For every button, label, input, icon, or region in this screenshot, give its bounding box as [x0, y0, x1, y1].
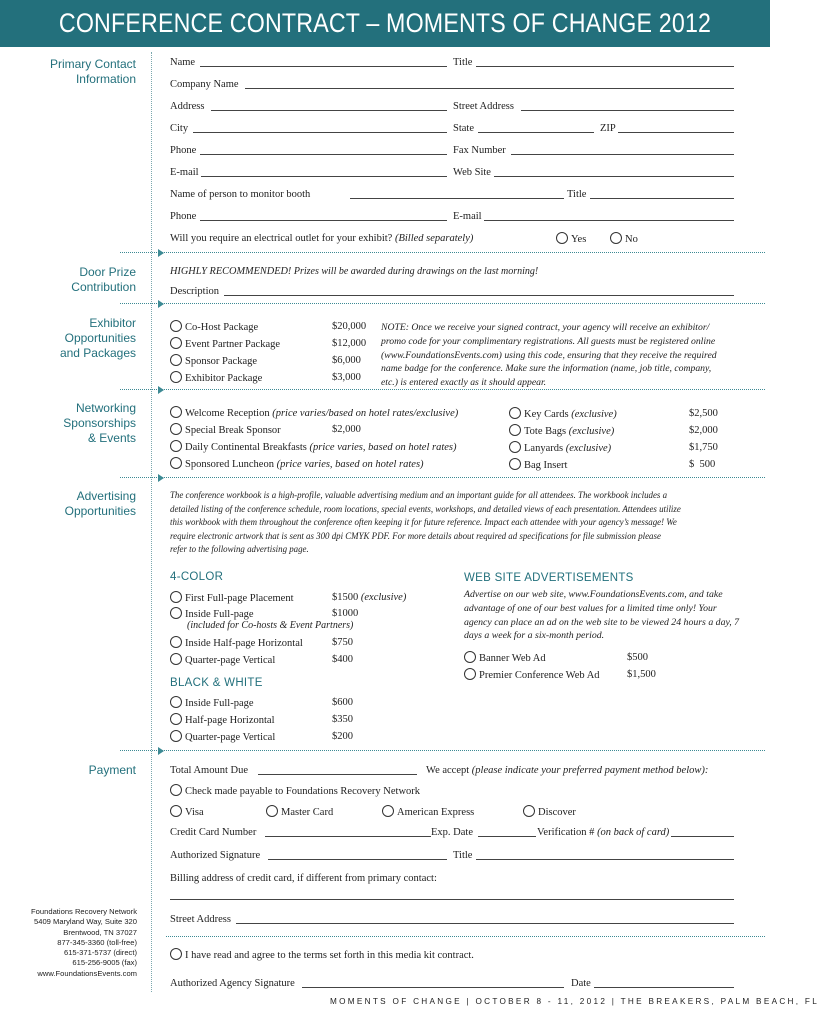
radio-circle[interactable]	[170, 784, 182, 796]
column-divider	[151, 52, 152, 992]
billing-street-field[interactable]	[236, 923, 734, 924]
sponsorship-label: Welcome Reception	[185, 408, 270, 419]
address-line: 615-256-9005 (fax)	[72, 958, 137, 968]
payment-title-field[interactable]	[476, 859, 734, 860]
verification-field[interactable]	[671, 836, 734, 837]
radio-circle[interactable]	[509, 441, 521, 453]
page-title: CONFERENCE CONTRACT – MOMENTS OF CHANGE 2012	[58, 8, 712, 38]
address-line: 877-345-3360 (toll-free)	[57, 937, 137, 947]
sponsorship-label: Tote Bags	[524, 426, 567, 437]
method-label: Master Card	[281, 807, 334, 818]
ad-note: (exclusive)	[360, 592, 407, 603]
ad-price	[332, 591, 406, 604]
company-label: Company Name	[170, 79, 239, 90]
name-label: Name	[170, 57, 196, 68]
intro-line: this workbook with them throughout the conference often keeping it for future reference. Impact each attendee with your agency’s message! We	[170, 517, 677, 527]
monitor-phone-field[interactable]	[200, 220, 447, 221]
ad-price: $600	[332, 697, 353, 708]
web-line: advantage of one of our best values for a limited time only! Your	[464, 602, 717, 614]
package-price: $6,000	[332, 355, 361, 366]
state-label: State	[453, 123, 474, 134]
electrical-question-text: Will you require an electrical outlet for your exhibit?	[170, 233, 393, 244]
ad-price: $1,500	[627, 669, 656, 680]
ad-first-full-page[interactable]	[170, 591, 293, 605]
verification-note: (on back of card)	[597, 827, 670, 838]
sponsorship-note: (price varies, based on hotel rates)	[276, 459, 424, 470]
sponsorship-price: $2,500	[689, 408, 718, 419]
city-field[interactable]	[193, 132, 447, 133]
description-label: Description	[170, 286, 219, 297]
radio-circle[interactable]	[556, 232, 568, 244]
section-exhibitor	[60, 316, 136, 361]
billing-street-label: Street Address	[170, 914, 231, 925]
total-label: Total Amount Due	[170, 765, 249, 776]
sponsorship-price: $ 500	[689, 459, 716, 470]
sponsorship-bag-insert[interactable]	[509, 458, 567, 472]
auth-signature-label: Authorized Signature	[170, 850, 261, 861]
separator-arrow	[158, 474, 164, 482]
phone-label: Phone	[170, 145, 197, 156]
company-field[interactable]	[245, 88, 734, 89]
zip-label: ZIP	[600, 123, 616, 134]
ad-label: Quarter-page Vertical	[185, 655, 276, 666]
terms-option[interactable]	[170, 948, 474, 962]
section-advertising	[65, 489, 136, 519]
highly-recommended: HIGHLY RECOMMENDED!	[170, 266, 292, 277]
ad-label: Half-page Horizontal	[185, 715, 275, 726]
package-price: $3,000	[332, 372, 361, 383]
section-payment: Payment	[88, 763, 136, 777]
radio-circle[interactable]	[170, 457, 182, 469]
radio-circle[interactable]	[523, 805, 535, 817]
auth-signature-field[interactable]	[268, 859, 447, 860]
address-line: 5409 Maryland Way, Suite 320	[34, 917, 137, 927]
check-label: Check made payable to Foundations Recovery Network	[185, 786, 421, 797]
sponsorship-label: Special Break Sponsor	[185, 425, 281, 436]
ad-banner-web[interactable]	[464, 651, 546, 665]
electrical-no-option[interactable]	[610, 232, 638, 246]
radio-circle[interactable]	[509, 407, 521, 419]
yes-label: Yes	[571, 234, 587, 245]
page-footer: MOMENTS OF CHANGE | OCTOBER 8 - 11, 2012 | THE BREAKERS, PALM BEACH, FL	[330, 997, 819, 1006]
four-color-heading: 4-COLOR	[170, 571, 224, 583]
ad-bw-inside-full-page[interactable]	[170, 696, 254, 710]
separator-arrow	[158, 300, 164, 308]
section-label-line: Opportunities	[64, 331, 136, 345]
street-address-field[interactable]	[521, 110, 734, 111]
section-label-line: Opportunities	[64, 504, 136, 518]
billing-label: Billing address of credit card, if different from primary contact:	[170, 873, 437, 884]
sponsorship-label: Key Cards	[524, 409, 569, 420]
amex-option[interactable]	[382, 805, 474, 819]
radio-circle[interactable]	[266, 805, 278, 817]
sponsorship-breakfasts[interactable]	[170, 440, 457, 454]
ad-price: $400	[332, 654, 353, 665]
section-separator	[120, 750, 765, 751]
address-line: 615-371-5737 (direct)	[63, 948, 137, 958]
date-label: Date	[571, 978, 591, 989]
website-label: Web Site	[453, 167, 491, 178]
ad-label: Inside Half-page Horizontal	[185, 638, 303, 649]
package-exhibitor[interactable]	[170, 371, 262, 385]
package-label: Co-Host Package	[185, 322, 259, 333]
accept-note: (please indicate your preferred payment method below):	[471, 765, 709, 776]
monitor-field[interactable]	[350, 198, 564, 199]
radio-circle[interactable]	[170, 591, 182, 603]
radio-circle[interactable]	[170, 636, 182, 648]
section-label-line: Information	[75, 72, 136, 86]
section-primary-contact	[50, 57, 136, 87]
radio-circle[interactable]	[170, 440, 182, 452]
sponsorship-break[interactable]	[170, 423, 281, 437]
email-field[interactable]	[201, 176, 447, 177]
section-label-line: Door Prize	[79, 265, 136, 279]
separator-arrow	[158, 249, 164, 257]
exhibitor-note	[381, 321, 717, 390]
billing-field[interactable]	[170, 899, 734, 900]
intro-line: The conference workbook is a high-profile, valuable advertising medium and an important guide for all attendees. The workbook includes a	[170, 490, 668, 500]
sponsorship-note: (exclusive)	[568, 426, 615, 437]
section-label-line: and Packages	[59, 346, 136, 360]
verification-label	[537, 826, 669, 839]
description-field[interactable]	[224, 295, 734, 296]
sponsorship-tote-bags[interactable]	[509, 424, 614, 438]
title-label: Title	[453, 57, 473, 68]
sponsorship-luncheon[interactable]	[170, 457, 424, 471]
sponsorship-lanyards[interactable]	[509, 441, 611, 455]
website-field[interactable]	[494, 176, 734, 177]
sponsorship-key-cards[interactable]	[509, 407, 617, 421]
monitor-title-label: Title	[567, 189, 587, 200]
ad-premier-web[interactable]	[464, 668, 600, 682]
ad-bw-quarter-page[interactable]	[170, 730, 275, 744]
package-cohost[interactable]	[170, 320, 258, 334]
note-line: name badge for the conference. Make sure the information (name, job title, company,	[381, 363, 712, 375]
name-field[interactable]	[200, 66, 447, 67]
note-line: promo code for your complimentary registrations. All guests must be registered online	[381, 335, 716, 347]
radio-circle[interactable]	[509, 424, 521, 436]
door-prize-note-text: Prizes will be awarded during drawings on the last morning!	[293, 266, 539, 277]
package-price: $20,000	[332, 321, 367, 332]
mastercard-option[interactable]	[266, 805, 333, 819]
agency-signature-label: Authorized Agency Signature	[170, 978, 295, 989]
exp-field[interactable]	[478, 836, 536, 837]
ad-price: $200	[332, 731, 353, 742]
section-label-line: Contribution	[71, 280, 136, 294]
ad-quarter-page[interactable]	[170, 653, 275, 667]
electrical-note: (Billed separately)	[394, 233, 474, 244]
ad-price: $750	[332, 637, 353, 648]
accept-label: We accept	[426, 765, 470, 776]
radio-circle[interactable]	[170, 406, 182, 418]
fax-field[interactable]	[511, 154, 734, 155]
sponsorship-label: Lanyards	[524, 443, 564, 454]
radio-circle[interactable]	[610, 232, 622, 244]
section-separator	[120, 477, 765, 478]
method-label: Visa	[185, 807, 204, 818]
ad-label: Inside Full-page	[185, 609, 254, 620]
separator-arrow	[158, 386, 164, 394]
radio-circle[interactable]	[464, 668, 476, 680]
sponsorship-label: Bag Insert	[524, 460, 568, 471]
state-field[interactable]	[478, 132, 594, 133]
web-line: agency can place an ad on the web site to be viewed 24 hours a day, 7	[464, 616, 740, 628]
web-ads-description	[464, 588, 739, 643]
sponsorship-welcome-reception[interactable]	[170, 406, 458, 420]
visa-option[interactable]	[170, 805, 204, 819]
sponsorship-note: (price varies/based on hotel rates/exclusive)	[272, 408, 459, 419]
radio-circle[interactable]	[170, 713, 182, 725]
radio-circle[interactable]	[170, 653, 182, 665]
street-address-label: Street Address	[453, 101, 514, 112]
web-line: Advertise on our web site, www.FoundationsEvents.com, and take	[464, 589, 723, 600]
section-label-line: Primary Contact	[49, 57, 136, 71]
cohost-note: (included for Co-hosts & Event Partners)	[187, 620, 354, 631]
section-label-line: & Events	[87, 431, 136, 445]
monitor-email-label: E-mail	[453, 211, 482, 222]
city-label: City	[170, 123, 189, 134]
radio-circle[interactable]	[170, 320, 182, 332]
package-sponsor[interactable]	[170, 354, 257, 368]
radio-circle[interactable]	[509, 458, 521, 470]
package-label: Exhibitor Package	[185, 373, 263, 384]
sponsorship-note: (exclusive)	[571, 409, 617, 420]
package-price: $12,000	[332, 338, 367, 349]
radio-circle[interactable]	[170, 805, 182, 817]
radio-circle[interactable]	[170, 423, 182, 435]
electrical-yes-option[interactable]	[556, 232, 586, 246]
ad-price-value: $1500	[332, 592, 359, 603]
section-separator	[120, 303, 765, 304]
radio-circle[interactable]	[170, 371, 182, 383]
note-line: (www.FoundationsEvents.com) using this code, ensuring that they receive the required	[381, 349, 717, 361]
address-label: Address	[170, 101, 205, 112]
phone-field[interactable]	[200, 154, 447, 155]
section-label-line: Sponsorships	[63, 416, 136, 430]
accept-text	[426, 764, 708, 777]
radio-circle[interactable]	[170, 337, 182, 349]
web-ads-heading: WEB SITE ADVERTISEMENTS	[464, 572, 634, 584]
note-line: etc.) is entered exactly as it should appear.	[381, 377, 547, 389]
header-banner	[0, 0, 770, 47]
note-line: NOTE: Once we receive your signed contract, your agency will receive an exhibitor/	[381, 322, 710, 333]
terms-label: I have read and agree to the terms set forth in this media kit contract.	[185, 950, 474, 961]
sponsorship-label: Sponsored Luncheon	[185, 459, 274, 470]
advertising-intro	[170, 489, 681, 557]
radio-circle[interactable]	[464, 651, 476, 663]
address-line: www.FoundationsEvents.com	[37, 968, 137, 978]
section-networking	[63, 401, 136, 446]
monitor-phone-label: Phone	[170, 211, 197, 222]
organization-address	[0, 907, 137, 979]
intro-line: require electronic artwork that is sent as 300 dpi CMYK PDF. For more details about required ad specifications for file submission please	[170, 530, 661, 541]
ad-price: $350	[332, 714, 353, 725]
sponsorship-price: $2,000	[332, 424, 361, 435]
method-label: American Express	[397, 807, 475, 818]
total-field[interactable]	[258, 774, 417, 775]
title-field[interactable]	[476, 66, 734, 67]
ad-inside-half-page[interactable]	[170, 636, 303, 650]
package-event-partner[interactable]	[170, 337, 280, 351]
date-field[interactable]	[594, 987, 734, 988]
ad-bw-half-page[interactable]	[170, 713, 275, 727]
checkbox-circle[interactable]	[170, 948, 182, 960]
payment-title-label: Title	[453, 850, 473, 861]
intro-line: refer to the following advertising page.	[170, 544, 309, 554]
door-prize-note	[170, 265, 538, 278]
radio-circle[interactable]	[170, 607, 182, 619]
sponsorship-label: Daily Continental Breakfasts	[185, 442, 307, 453]
method-label: Discover	[538, 807, 576, 818]
radio-circle[interactable]	[170, 354, 182, 366]
agency-signature-field[interactable]	[302, 987, 564, 988]
zip-field[interactable]	[618, 132, 734, 133]
ad-label: Banner Web Ad	[479, 653, 546, 664]
radio-circle[interactable]	[382, 805, 394, 817]
sponsorship-note: (price varies, based on hotel rates)	[309, 442, 457, 453]
section-door-prize	[71, 265, 136, 295]
exp-label: Exp. Date	[431, 827, 473, 838]
email-label: E-mail	[170, 167, 199, 178]
monitor-label: Name of person to monitor booth	[170, 189, 311, 200]
ad-label: First Full-page Placement	[185, 593, 294, 604]
card-number-label: Credit Card Number	[170, 827, 257, 838]
sponsorship-price: $2,000	[689, 425, 718, 436]
section-label-line: Networking	[75, 401, 136, 415]
address-line: Brentwood, TN 37027	[63, 927, 137, 937]
fax-label: Fax Number	[453, 145, 506, 156]
package-label: Event Partner Package	[185, 339, 281, 350]
electrical-question	[170, 232, 473, 245]
radio-circle[interactable]	[170, 730, 182, 742]
section-label-line: Advertising	[76, 489, 136, 503]
package-label: Sponsor Package	[185, 356, 258, 367]
ad-price: $1000	[332, 608, 359, 619]
sponsorship-note: (exclusive)	[565, 443, 612, 454]
intro-line: detailed listing of the conference schedule, room locations, special events, workshops, and detailed views of each presentation. Attendees utilize	[170, 503, 681, 514]
bw-heading: BLACK & WHITE	[170, 677, 263, 689]
ad-label: Quarter-page Vertical	[185, 732, 276, 743]
discover-option[interactable]	[523, 805, 576, 819]
monitor-email-field[interactable]	[484, 220, 734, 221]
card-number-field[interactable]	[265, 836, 431, 837]
ad-label: Inside Full-page	[185, 698, 254, 709]
section-separator	[120, 252, 765, 253]
sponsorship-price: $1,750	[689, 442, 718, 453]
check-option[interactable]	[170, 784, 420, 798]
billing-divider	[166, 936, 765, 937]
verification-text: Verification #	[537, 827, 595, 838]
ad-price: $500	[627, 652, 648, 663]
address-line: Foundations Recovery Network	[31, 907, 137, 916]
radio-circle[interactable]	[170, 696, 182, 708]
monitor-title-field[interactable]	[590, 198, 734, 199]
separator-arrow	[158, 747, 164, 755]
section-label-line: Exhibitor	[89, 316, 136, 330]
ad-label: Premier Conference Web Ad	[479, 670, 600, 681]
address-field[interactable]	[211, 110, 447, 111]
web-line: days a week for a six-month period.	[464, 630, 605, 642]
no-label: No	[625, 234, 638, 245]
